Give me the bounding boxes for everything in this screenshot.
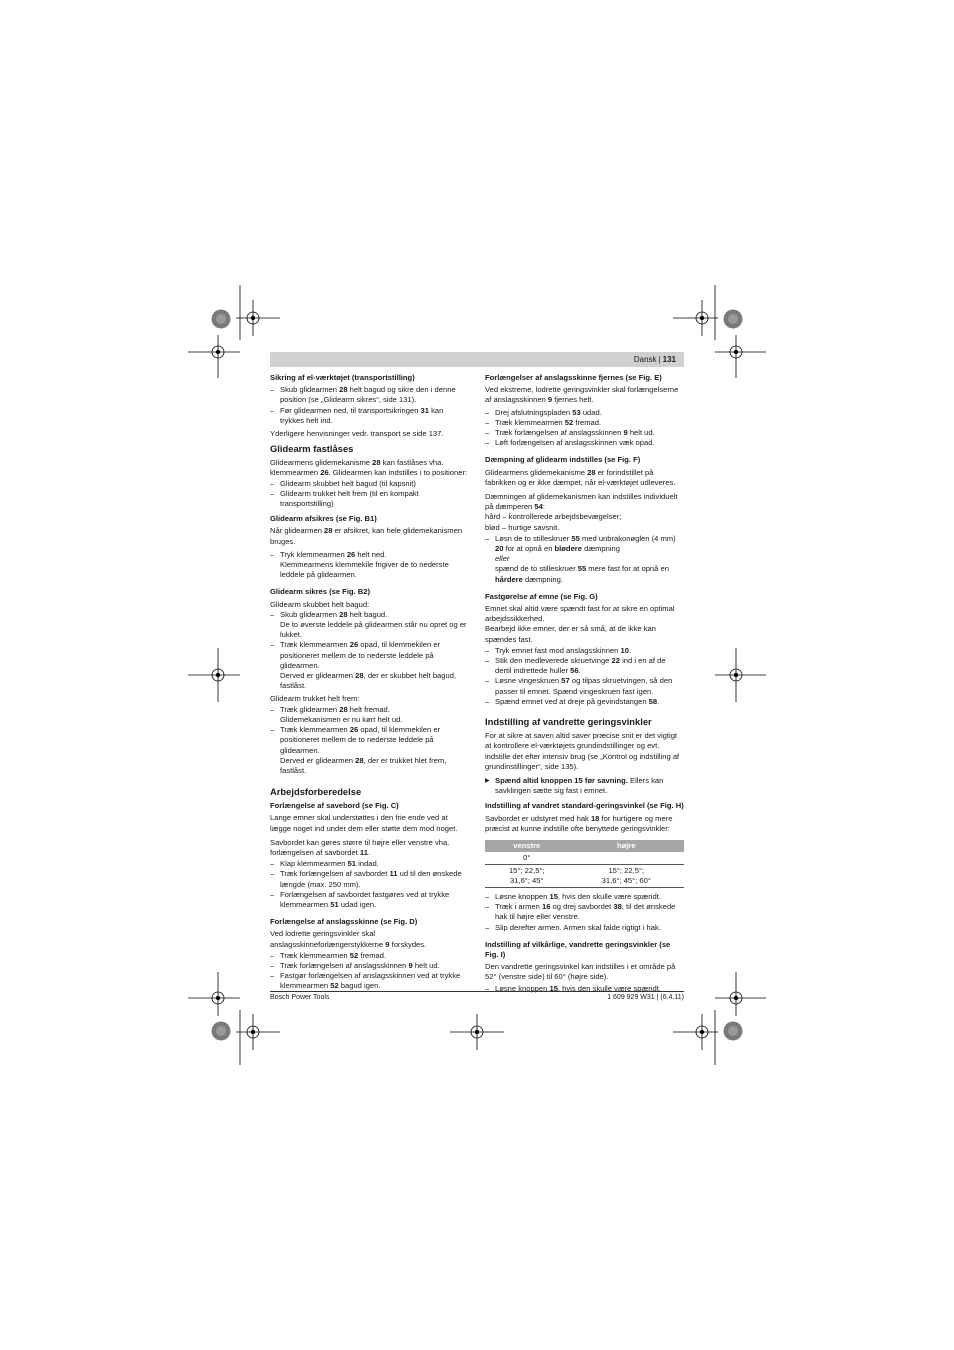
f-paragraph-2: Dæmningen af glidemekanismen kan indstilles individuelt på dæmperen 54: hård – kontrollerede arbejdsbevægelser; blød – hurtige savsnit. [485,492,678,532]
b1-heading: Glidearm afsikres (se Fig. B1) [270,514,377,524]
table-cell-empty [569,852,684,865]
table-cell-left: 15°; 22,5°; 31,6°; 45° [485,864,569,887]
angle-table [485,840,684,888]
list-item: – Træk klemmearmen 52 fremad. [485,418,684,428]
list-item: – Spænd emnet ved at dreje på gevindstangen 58. [485,697,684,707]
b1-list [270,550,469,581]
d-paragraph-1: Ved lodrette geringsvinkler skal anslagsskinneforlængerstykkerne 9 forskydes. [270,929,427,949]
header-section: Dansk [633,355,657,364]
list-item: – Stik den medleverede skruetvinge 22 ind i en af de dertil indrettede huller 56. [485,656,684,676]
b1-intro: Når glidearmen 28 er afsikret, kan hele glidemekanismen bruges. [270,526,463,546]
list-item-detail: Glidemekanismen er nu kørt helt ud. [280,714,403,724]
list-item: – Løsne knoppen 15, hvis den skulle være spændt. [485,984,684,994]
table-cell-center: 0° [485,852,569,865]
b2-list-2 [270,705,469,776]
list-item: – Træk i armen 16 og drej savbordet 38, til det ønskede hak til højre eller venstre. [485,902,684,922]
i-heading: Indstilling af vilkårlige, vandrette geringsvinkler (se Fig. I) [485,939,671,959]
list-item-detail: Derved er glidearmen 28, der er trukket hlet frem, fastlåst. [280,755,447,775]
lock-heading: Glidearm fastlåses [270,443,354,455]
transport-note: Yderligere henvisninger vedr. transport se side 137. [270,429,444,439]
list-item: – Drej afslutningspladen 53 udad. [485,408,684,418]
c-paragraph-1: Lange emner skal understøttes i den frie ende ved at lægge noget ind under dem eller støtte dem mod noget. [270,813,458,833]
f-paragraph-1: Glidearmens glidemekanisme 28 er forindstillet på fabrikken og er ikke dæmpet, når el-værktøjet udleveres. [485,467,676,487]
e-heading: Forlængelser af anslagsskinne fjernes (se Fig. E) [485,373,662,382]
b2-intro-2: Glidearm trukket helt frem: [270,694,360,704]
list-item: – Før glidearmen ned, til transportsikringen 31 kan trykkes helt ind. [270,406,469,426]
footer-rule [270,991,684,992]
list-item-alternative: eller [495,554,510,564]
c-heading: Forlængelse af savebord (se Fig. C) [270,801,399,811]
transport-heading: Sikring af el-værktøjet (transportstilling) [270,373,415,382]
list-item-detail: De to øverste leddele på glidearmen står nu opret og er lukket. [280,620,467,640]
list-item: – Skub glidearmen 28 helt bagud og sikre den i denne position (se „Glidearm sikres“, side 131). [270,385,469,405]
list-item: – Fastgør forlængelsen af anslagsskinnen ved at trykke klemmearmen 52 bagud igen. [270,971,469,991]
b2-list-1 [270,610,469,692]
left-column [270,371,469,995]
h-list [485,892,684,933]
list-item: – Træk glidearmen 28 helt fremad. [270,705,469,715]
footer-doc-id: 1 609 929 W31 | (6.4.11) [607,994,684,1001]
h-paragraph-1: Savbordet er udstyret med hak 18 for hurtigere og mere præcist at kunne indstille ofte benyttede geringsvinkler: [485,813,673,833]
list-item: – Tryk klemmearmen 26 helt ned. [270,550,469,560]
list-item: – Glidearm skubbet helt bagud (til kapsnit) [270,479,469,489]
i-paragraph-1: Den vandrette geringsvinkel kan indstilles i et område på 52° (venstre side) til 60° (højre side). [485,962,676,982]
b2-heading: Glidearm sikres (se Fig. B2) [270,587,371,597]
list-item-detail: Klemmearmens klemmekile frigiver de to nederste leddele på glidearmen. [280,560,449,580]
table-header-right: højre [569,840,684,852]
b2-intro-1: Glidearm skubbet helt bagud: [270,599,370,609]
list-item-detail: Derved er glidearmen 28, der er skubbet helt bagud, fastlåst. [280,671,457,691]
transport-list [270,385,469,426]
list-item: – Træk forlængelsen af anslagsskinnen 9 helt ud. [270,961,469,971]
footer-brand: Bosch Power Tools [270,994,330,1001]
table-cell-right: 15°; 22,5°; 31,6°; 45°; 60° [569,864,684,887]
list-item: – Skub glidearmen 28 helt bagud. [270,610,469,620]
f-list [485,534,684,585]
list-item: – Løsne knoppen 15, hvis den skulle være spændt. [485,892,684,902]
prep-heading: Arbejdsforberedelse [270,786,362,798]
e-paragraph-1: Ved ekstreme, lodrette geringsvinkler skal forlængelserne af anslagsskinnen 9 fjernes helt. [485,385,679,405]
list-item: – Træk forlængelsen af savbordet 11 ud til den ønskede længde (max. 250 mm). [270,869,469,889]
g-paragraph-1: Emnet skal altid være spændt fast for at sikre en optimal arbejdssikkerhed. [485,604,675,624]
list-item: – Forlængelsen af savbordet fastgøres ved at trykke klemmearmen 51 udad igen. [270,890,469,910]
h-heading: Indstilling af vandret standard-geringsvinkel (se Fig. H) [485,801,684,811]
list-item: – Træk klemmearmen 52 fremad. [270,951,469,961]
c-list [270,859,469,910]
g-heading: Fastgørelse af emne (se Fig. G) [485,591,598,601]
list-item-detail: spænd de to stilleskruer 55 mere fast for at opnå en hårdere dæmpning. [495,564,669,584]
list-item: – Løft forlængelsen af anslagsskinnen væk opad. [485,438,684,448]
page-number: 131 [662,355,676,364]
list-item: – Klap klemmearmen 51 indad. [270,859,469,869]
header-separator: | [658,355,661,364]
i-list [485,984,684,994]
page-header [634,353,676,366]
horiz-heading: Indstilling af vandrette geringsvinkler [485,716,652,728]
table-header-left: venstre [485,840,569,852]
lock-intro: Glidearmens glidemekanisme 28 kan fastlåses vha. klemmearmen 26. Glidearmen kan indstilles i to positioner: [270,458,468,478]
right-column [485,371,684,997]
horiz-paragraph-1: For at sikre at saven altid saver præcise snit er det vigtigt at kontrollere el-værktøjets grundindstillinger og evt. indstille det efter intensiv brug (se „Kontrol og indstilling af grundinstillinger“, side 135). [485,731,680,771]
list-item: – Slip derefter armen. Armen skal falde rigtigt i hak. [485,923,684,933]
g-list [485,646,684,707]
list-item: – Træk klemmearmen 26 opad, til klemmekilen er positioneret mellem de to nederste leddele på glidearmen. [270,640,469,671]
page-header-bar [270,352,684,367]
e-list [485,408,684,449]
list-item: – Træk klemmearmen 26 opad, til klemmekilen er positioneret mellem de to nederste leddele på glidearmen. [270,725,469,756]
d-list [270,951,469,992]
list-item: – Glidearm trukket helt frem (til en kompakt transportstilling) [270,489,469,509]
lock-list [270,479,469,510]
warning-item: ▶ Spænd altid knoppen 15 før savning. Ellers kan savklingen sætte sig fast i emnet. [485,776,684,796]
list-item: – Løsn de to stilleskruer 55 med unbrakonøglen (4 mm) 20 for at opnå en blødere dæmpning [485,534,684,554]
list-item: – Løsne vingeskruen 57 og tilpas skruetvingen, så den passer til emnet. Spænd vingeskruen fast igen. [485,676,684,696]
g-paragraph-2: Bearbejd ikke emner, der er så små, at de ikke kan spændes fast. [485,624,656,644]
f-heading: Dæmpning af glidearm indstilles (se Fig. F) [485,455,641,465]
d-heading: Forlængelse af anslagsskinne (se Fig. D) [270,917,418,927]
list-item: – Tryk emnet fast mod anslagsskinnen 10. [485,646,684,656]
list-item: – Træk forlængelsen af anslagsskinnen 9 helt ud. [485,428,684,438]
c-paragraph-2: Savbordet kan gøres større til højre eller venstre vha. forlængelsen af savbordet 11. [270,837,450,857]
